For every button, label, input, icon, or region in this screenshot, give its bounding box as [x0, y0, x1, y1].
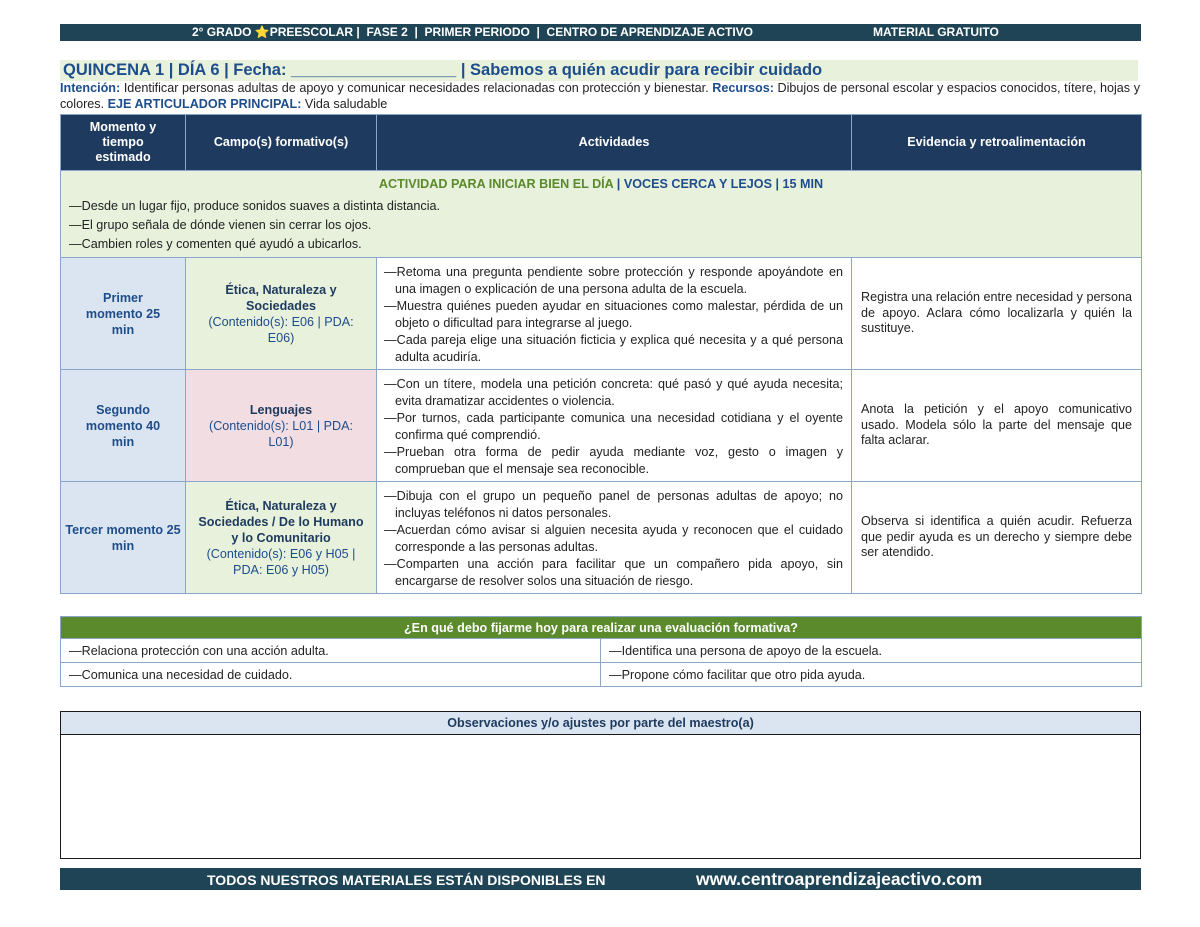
- evaluation-table: [60, 616, 1142, 687]
- start-line: —El grupo señala de dónde vienen sin cerrar los ojos.: [69, 218, 372, 232]
- observations-area[interactable]: [61, 735, 1140, 855]
- start-activity-label: ACTIVIDAD PARA INICIAR BIEN EL DÍA: [378, 177, 614, 191]
- evaluation-item: —Comunica una necesidad de cuidado.: [61, 663, 601, 687]
- evidence-cell: Anota la petición y el apoyo comunicativo usado. Modela sólo la parte del mensaje que falta aclarar.: [852, 370, 1142, 482]
- evidence-cell: Registra una relación entre necesidad y persona de apoyo. Aclara cómo localizarla y quién la sustituye.: [852, 258, 1142, 370]
- header-free-label: MATERIAL GRATUITO: [873, 25, 999, 39]
- campo-cell: [186, 482, 377, 594]
- moment-cell: Primer momento 25 min: [61, 258, 186, 370]
- start-line: —Desde un lugar fijo, produce sonidos suaves a distinta distancia.: [69, 199, 441, 213]
- campo-content: (Contenido(s): E06 | PDA: E06): [208, 314, 354, 345]
- evidence-cell: Observa si identifica a quién acudir. Refuerza que pedir ayuda es un derecho y siempre debe ser atendido.: [852, 482, 1142, 594]
- evaluation-item: —Relaciona protección con una acción adulta.: [61, 639, 601, 663]
- axis-text: Vida saludable: [304, 96, 388, 111]
- activity-item: —Prueban otra forma de pedir ayuda mediante voz, gesto o imagen y comprueban que el mensaje sea reconocible.: [384, 445, 843, 476]
- start-activity-row: [61, 171, 1142, 258]
- activity-item: —Por turnos, cada participante comunica una necesidad cotidiana y el oyente confirma qué comprendió.: [384, 411, 843, 442]
- intent-text: Identificar personas adultas de apoyo y comunicar necesidades relacionadas con protección y bienestar.: [123, 81, 709, 95]
- activities-cell: [377, 370, 852, 482]
- evaluation-title: ¿En qué debo fijarme hoy para realizar una evaluación formativa?: [61, 617, 1142, 639]
- campo-cell: [186, 258, 377, 370]
- evaluation-item: —Identifica una persona de apoyo de la escuela.: [601, 639, 1142, 663]
- header-activities: Actividades: [377, 115, 852, 171]
- campo-content: (Contenido(s): L01 | PDA: L01): [209, 418, 353, 449]
- activity-item: —Acuerdan cómo avisar si alguien necesita ayuda y reconocen que el cuidado corresponde a las personas adultas.: [384, 523, 843, 554]
- activity-item: —Cada pareja elige una situación ficticia y explica qué necesita y a qué persona adulta acudiría.: [384, 333, 843, 364]
- activity-item: —Comparten una acción para facilitar que un compañero pida apoyo, sin encargarse de resolver solos una situación de riesgo.: [384, 557, 843, 588]
- intent-label: Intención:: [60, 81, 121, 95]
- campo-cell: [186, 370, 377, 482]
- activities-cell: [377, 482, 852, 594]
- observations-box: [60, 711, 1141, 859]
- activity-item: —Dibuja con el grupo un pequeño panel de personas adultas de apoyo; no incluyas teléfonos ni datos personales.: [384, 489, 843, 520]
- evaluation-item: —Propone cómo facilitar que otro pida ayuda.: [601, 663, 1142, 687]
- campo-name: Ética, Naturaleza y Sociedades: [225, 282, 337, 313]
- campo-content: (Contenido(s): E06 y H05 | PDA: E06 y H05): [206, 546, 356, 577]
- header-bar: [60, 24, 1141, 41]
- campo-name: Lenguajes: [249, 402, 313, 417]
- resources-label: Recursos:: [712, 81, 774, 95]
- intent-paragraph: [60, 81, 1140, 112]
- activity-item: —Retoma una pregunta pendiente sobre protección y responde apoyándote en una imagen o explicación de una persona adulta de la escuela.: [384, 265, 843, 296]
- footer-bar: [60, 868, 1141, 890]
- table-row: [61, 482, 1142, 594]
- plan-table: [60, 114, 1142, 594]
- activities-cell: [377, 258, 852, 370]
- footer-text: TODOS NUESTROS MATERIALES ESTÁN DISPONIBLES EN: [207, 872, 606, 888]
- campo-name: Ética, Naturaleza y Sociedades / De lo Humano y lo Comunitario: [198, 498, 364, 545]
- start-activity-title: [69, 177, 1133, 191]
- activity-item: —Con un títere, modela una petición concreta: qué pasó y qué ayuda necesita; evita dramatizar accidentes o violencia.: [384, 377, 843, 408]
- observations-title: Observaciones y/o ajustes por parte del maestro(a): [61, 712, 1140, 735]
- header-evidence: Evidencia y retroalimentación: [852, 115, 1142, 171]
- activity-item: —Muestra quiénes pueden ayudar en situaciones como malestar, pérdida de un objeto o dificultad para integrarse al juego.: [384, 299, 843, 330]
- start-line: —Cambien roles y comenten qué ayudó a ubicarlos.: [69, 237, 362, 251]
- table-row: [61, 258, 1142, 370]
- header-info: 2° GRADO ⭐PREESCOLAR | FASE 2 | PRIMER PERIODO | CENTRO DE APRENDIZAJE ACTIVO: [192, 25, 753, 39]
- footer-url[interactable]: www.centroaprendizajeactivo.com: [696, 869, 983, 889]
- resources-text: Dibujos de personal escolar y espacios conocidos, títere, hojas y colores.: [60, 81, 1141, 111]
- moment-cell: Segundo momento 40 min: [61, 370, 186, 482]
- header-moment: Momento y tiempo estimado: [61, 115, 186, 171]
- header-campo: Campo(s) formativo(s): [186, 115, 377, 171]
- moment-cell: Tercer momento 25 min: [61, 482, 186, 594]
- table-row: [61, 370, 1142, 482]
- start-activity-name: | VOCES CERCA Y LEJOS | 15 MIN: [613, 177, 824, 191]
- page-title: QUINCENA 1 | DÍA 6 | Fecha: __________________ | Sabemos a quién acudir para recibir cuidado: [60, 60, 1138, 81]
- axis-label: EJE ARTICULADOR PRINCIPAL:: [107, 96, 302, 111]
